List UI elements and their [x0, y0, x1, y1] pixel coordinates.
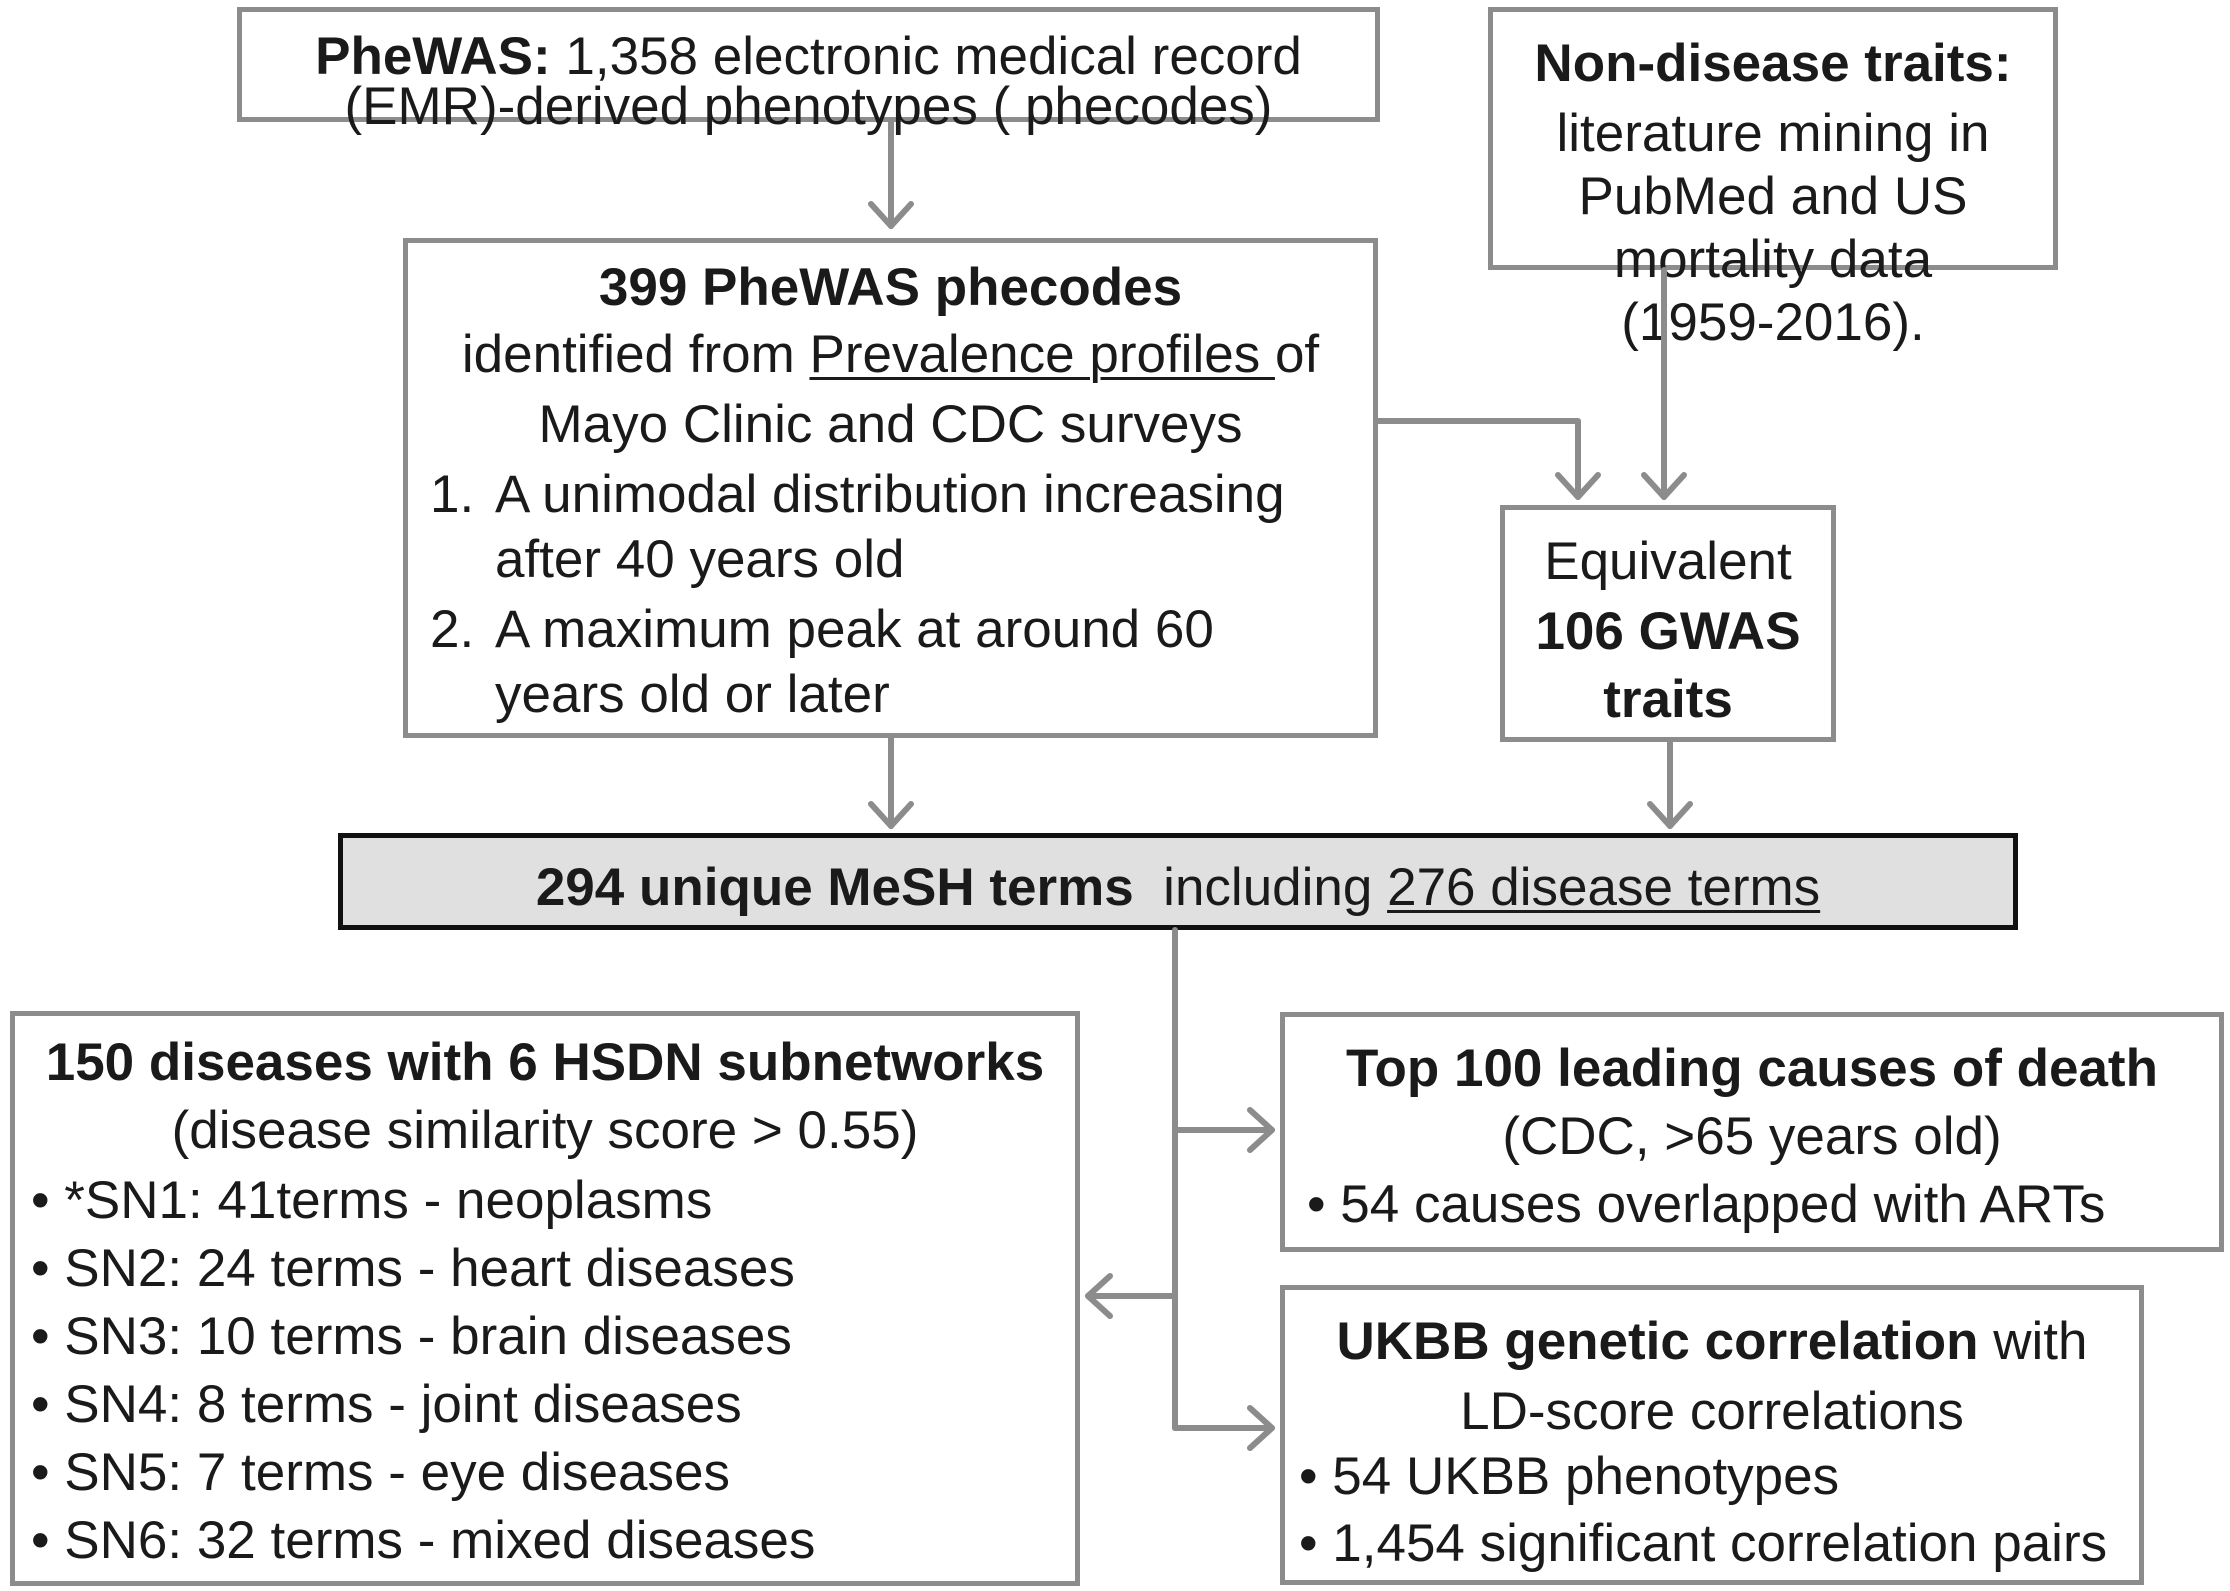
hsdn-item: • SN2: 24 terms - heart diseases: [31, 1239, 795, 1298]
death-title: Top 100 leading causes of death: [1346, 1039, 2158, 1098]
hsdn-item: • SN5: 7 terms - eye diseases: [31, 1443, 730, 1502]
ukbb-item: • 1,454 significant correlation pairs: [1299, 1514, 2108, 1573]
phecodes-source-line-2: Mayo Clinic and CDC surveys: [538, 395, 1243, 454]
nondisease-title: Non-disease traits:: [1534, 34, 2012, 93]
arrow-phecodes-to-gwas: [1378, 421, 1578, 497]
hsdn-item: • SN4: 8 terms - joint diseases: [31, 1375, 742, 1434]
nondisease-line: (1959-2016).: [1621, 293, 1925, 352]
death-subtitle: (CDC, >65 years old): [1502, 1107, 2002, 1166]
hsdn-item: • *SN1: 41terms - neoplasms: [31, 1171, 713, 1230]
death-item: • 54 causes overlapped with ARTs: [1307, 1175, 2106, 1234]
criterion-number: 1.: [430, 465, 475, 524]
hsdn-title: 150 diseases with 6 HSDN subnetworks: [45, 1033, 1045, 1092]
criterion-text: A unimodal distribution increasing: [495, 465, 1285, 524]
phecodes-source-line: identified from Prevalence profiles of: [461, 325, 1320, 384]
gwas-count: 106 GWAS: [1535, 602, 1801, 661]
ukbb-line-2: LD-score correlations: [1460, 1382, 1964, 1441]
phewas-line-1: PheWAS: 1,358 electronic medical record: [315, 27, 1302, 86]
hsdn-subtitle: (disease similarity score > 0.55): [171, 1101, 919, 1160]
criterion-text: years old or later: [495, 665, 890, 724]
gwas-line-1: Equivalent: [1544, 532, 1792, 591]
ukbb-title: UKBB genetic correlation with: [1336, 1312, 2088, 1371]
nondisease-line: literature mining in: [1556, 104, 1990, 163]
nondisease-line: mortality data: [1613, 230, 1933, 289]
criterion-text: A maximum peak at around 60: [495, 600, 1214, 659]
hsdn-item: • SN3: 10 terms - brain diseases: [31, 1307, 792, 1366]
phecodes-title: 399 PheWAS phecodes: [598, 258, 1183, 317]
phewas-line-2: (EMR)-derived phenotypes ( phecodes): [344, 77, 1273, 136]
gwas-traits: traits: [1603, 670, 1733, 729]
criterion-number: 2.: [430, 600, 475, 659]
criterion-text: after 40 years old: [495, 530, 905, 589]
nondisease-line: PubMed and US: [1578, 167, 1968, 226]
hsdn-item: • SN6: 32 terms - mixed diseases: [31, 1511, 816, 1570]
ukbb-item: • 54 UKBB phenotypes: [1299, 1447, 1840, 1506]
mesh-text: 294 unique MeSH terms including 276 disease terms: [535, 858, 1821, 917]
